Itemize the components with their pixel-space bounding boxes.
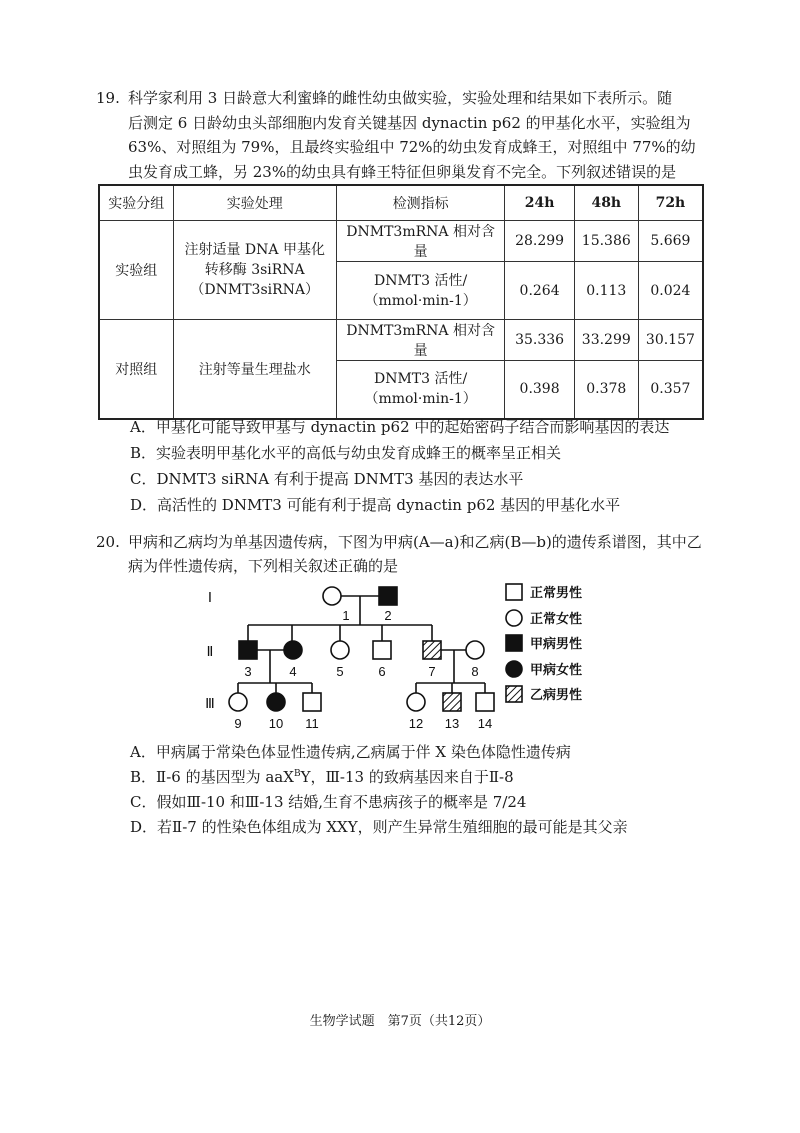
indicator-cell [336, 361, 505, 419]
value-cell: 0.378 [574, 361, 638, 419]
individual-11-symbol [303, 693, 321, 711]
header-48h: 48h [574, 185, 638, 221]
page-footer: 生物学试题 第7页（共12页） [309, 1014, 491, 1029]
individual-label: 8 [471, 664, 479, 679]
legend-label: 正常女性 [530, 612, 583, 627]
individual-3-symbol [239, 641, 257, 659]
individual-label: 5 [336, 664, 344, 679]
individual-label: 2 [384, 608, 392, 623]
individual-label: 9 [234, 716, 242, 731]
individual-10-symbol [267, 693, 285, 711]
header-24h: 24h [505, 185, 574, 221]
treatment-line: 注射适量 DNA 甲基化 [184, 242, 325, 258]
legend-label: 乙病男性 [530, 688, 583, 703]
value-cell: 0.264 [505, 262, 574, 320]
individual-8-symbol [466, 641, 484, 659]
table-row [99, 221, 703, 262]
question-19 [96, 86, 700, 184]
option-b: B．实验表明甲基化水平的高低与幼虫发育成蜂王的概率呈正相关 [130, 444, 562, 462]
value-cell: 5.669 [638, 221, 703, 262]
question-text-line: 甲病和乙病均为单基因遗传病，下图为甲病(A—a)和乙病(B—b)的遗传系谱图，其中乙 [128, 533, 702, 551]
generation-label: Ⅱ [206, 645, 214, 660]
value-cell: 0.024 [638, 262, 703, 320]
legend-label: 甲病女性 [530, 663, 583, 678]
value-cell: 35.336 [505, 320, 574, 361]
individual-label: 12 [408, 716, 424, 731]
indicator-cell: DNMT3mRNA 相对含量 [336, 221, 505, 262]
individual-label: 3 [244, 664, 252, 679]
individual-label: 6 [378, 664, 386, 679]
legend-label: 正常男性 [530, 586, 583, 601]
value-cell: 33.299 [574, 320, 638, 361]
option-b-superscript: B [293, 769, 301, 779]
group-name: 对照组 [99, 320, 173, 419]
treatment-cell [173, 221, 336, 320]
individual-12-symbol [407, 693, 425, 711]
treatment-line: 转移酶 3siRNA [204, 262, 305, 278]
individual-label: 14 [477, 716, 493, 731]
option-c: C．假如Ⅲ-10 和Ⅲ-13 结婚,生育不患病孩子的概率是 7/24 [130, 793, 527, 811]
group-name: 实验组 [99, 221, 173, 320]
experiment-table [98, 184, 704, 420]
question-20 [96, 530, 706, 578]
treatment-line: 注射等量生理盐水 [198, 361, 311, 378]
question-text-line: 后测定 6 日龄幼虫头部细胞内发育关键基因 dynactin p62 的甲基化水平，实验组为 [128, 113, 691, 132]
pedigree-chart [200, 578, 620, 738]
individual-1-symbol [323, 587, 341, 605]
question-text-line: 病为伴性遗传病，下列相关叙述正确的是 [128, 557, 399, 575]
value-cell: 0.357 [638, 361, 703, 419]
individual-label: 1 [342, 608, 350, 623]
generation-label: Ⅲ [205, 697, 215, 712]
value-cell: 28.299 [505, 221, 574, 262]
option-b-suffix: Y，Ⅲ-13 的致病基因来自于Ⅱ-8 [300, 768, 514, 786]
header-treatment: 实验处理 [173, 185, 336, 221]
legend-symbol [506, 584, 522, 600]
option-b [130, 765, 628, 790]
individual-6-symbol [373, 641, 391, 659]
header-72h: 72h [638, 185, 703, 221]
question-20-options [130, 740, 628, 840]
value-cell: 15.386 [574, 221, 638, 262]
option-a: A．甲基化可能导致甲基与 dynactin p62 中的起始密码子结合而影响基因的表达 [130, 418, 670, 436]
header-indicator: 检测指标 [336, 185, 505, 221]
question-19-options [130, 414, 669, 518]
individual-9-symbol [229, 693, 247, 711]
legend-symbol [506, 635, 522, 651]
indicator-cell [336, 262, 505, 320]
question-number: 20. [96, 533, 120, 551]
indicator-line: DNMT3 活性/ [374, 371, 468, 388]
individual-label: 4 [289, 664, 297, 679]
legend-symbol [506, 661, 522, 677]
value-cell: 0.398 [505, 361, 574, 419]
option-a: A．甲病属于常染色体显性遗传病,乙病属于伴 X 染色体隐性遗传病 [130, 743, 571, 761]
value-cell: 30.157 [638, 320, 703, 361]
indicator-cell: DNMT3mRNA 相对含量 [336, 320, 505, 361]
question-text-line: 虫发育成工蜂，另 23%的幼虫具有蜂王特征但卵巢发育不完全。下列叙述错误的是 [128, 162, 677, 181]
individual-label: 11 [305, 716, 319, 731]
individual-2-symbol [379, 587, 397, 605]
individual-7-symbol [423, 641, 441, 659]
value-cell: 0.113 [574, 262, 638, 320]
legend-label: 甲病男性 [530, 637, 583, 652]
indicator-line: DNMT3 活性/ [374, 272, 468, 289]
table-row [99, 320, 703, 361]
option-d: D．高活性的 DNMT3 可能有利于提高 dynactin p62 基因的甲基化水平 [130, 496, 621, 514]
question-text-line: 科学家利用 3 日龄意大利蜜蜂的雌性幼虫做实验，实验处理和结果如下表所示。随 [128, 89, 673, 107]
table-header-row [99, 185, 703, 221]
individual-label: 13 [444, 716, 460, 731]
individual-label: 7 [428, 664, 436, 679]
question-number: 19. [96, 89, 120, 107]
legend-symbol [506, 610, 522, 626]
option-c: C．DNMT3 siRNA 有利于提高 DNMT3 基因的表达水平 [130, 470, 524, 488]
treatment-line: （DNMT3siRNA） [190, 282, 320, 298]
individual-5-symbol [331, 641, 349, 659]
individual-14-symbol [476, 693, 494, 711]
header-group: 实验分组 [99, 185, 173, 221]
treatment-cell [173, 320, 336, 419]
indicator-line: （mmol·min-1） [364, 391, 477, 408]
question-text-line: 63%、对照组为 79%，且最终实验组中 72%的幼虫发育成蜂王，对照组中 77%的幼 [128, 138, 696, 156]
legend-symbol [506, 686, 522, 702]
option-d: D．若Ⅱ-7 的性染色体组成为 XXY，则产生异常生殖细胞的最可能是其父亲 [130, 818, 628, 836]
individual-label: 10 [268, 716, 284, 731]
individual-13-symbol [443, 693, 461, 711]
indicator-line: （mmol·min-1） [364, 292, 477, 309]
option-b-prefix: B．Ⅱ-6 的基因型为 aaX [130, 768, 294, 786]
individual-4-symbol [284, 641, 302, 659]
generation-label: Ⅰ [207, 591, 213, 606]
